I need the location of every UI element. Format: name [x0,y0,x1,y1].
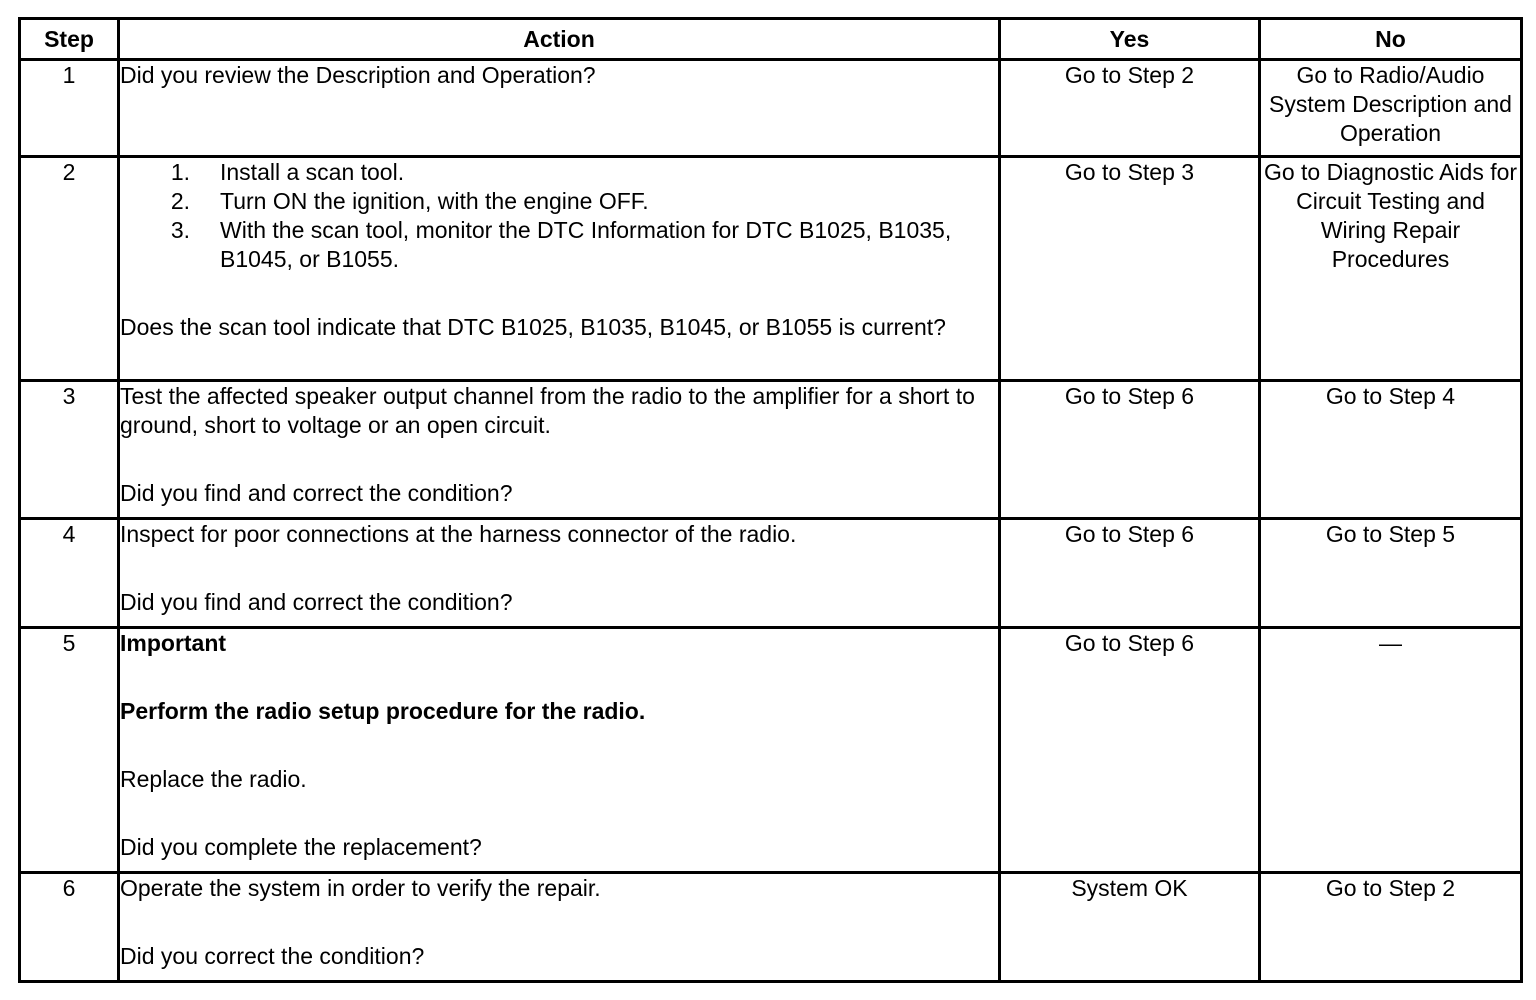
table-row [20,381,1522,519]
substep-number: 1. [170,159,190,185]
action-text: Replace the radio. [120,766,307,792]
list-item [120,216,998,274]
substep-number: 2. [170,188,190,214]
step-number: 4 [20,519,119,628]
no-cell: Go to Step 4 [1260,381,1522,519]
table-row [20,519,1522,628]
table-row [20,157,1522,381]
step-number: 3 [20,381,119,519]
yes-cell: Go to Step 2 [1000,60,1260,157]
list-item [120,158,998,187]
action-cell [119,60,1000,157]
question-text: Did you find and correct the condition? [120,589,513,615]
substep-text: With the scan tool, monitor the DTC Information for DTC B1025, B1035, B1045, or B1055. [220,217,952,272]
step-number: 1 [20,60,119,157]
substep-text: Turn ON the ignition, with the engine OFF. [220,188,649,214]
yes-cell: Go to Step 6 [1000,628,1260,873]
yes-cell: Go to Step 6 [1000,519,1260,628]
question-text: Did you complete the replacement? [120,834,482,860]
header-no: No [1260,19,1522,60]
action-text: Inspect for poor connections at the harness connector of the radio. [120,521,797,547]
question-text: Does the scan tool indicate that DTC B1025, B1035, B1045, or B1055 is current? [120,314,946,340]
no-cell: Go to Step 2 [1260,873,1522,982]
action-text: Did you review the Description and Operation? [120,62,596,88]
diagnostic-table [18,17,1523,983]
action-text: Operate the system in order to verify the repair. [120,875,601,901]
no-cell: Go to Diagnostic Aids for Circuit Testing and Wiring Repair Procedures [1260,157,1522,381]
table-header-row [20,19,1522,60]
header-yes: Yes [1000,19,1260,60]
important-label: Important [120,630,227,656]
yes-cell: System OK [1000,873,1260,982]
action-cell [119,628,1000,873]
important-text: Perform the radio setup procedure for the radio. [120,698,646,724]
action-text: Test the affected speaker output channel from the radio to the amplifier for a short to ground, short to voltage or an open circuit. [120,383,975,438]
header-step: Step [20,19,119,60]
step-number: 2 [20,157,119,381]
action-cell [119,519,1000,628]
table-row [20,60,1522,157]
substep-number: 3. [170,217,190,243]
header-action: Action [119,19,1000,60]
yes-cell: Go to Step 6 [1000,381,1260,519]
action-cell [119,381,1000,519]
list-item [120,187,998,216]
yes-cell: Go to Step 3 [1000,157,1260,381]
table-row [20,873,1522,982]
question-text: Did you correct the condition? [120,943,425,969]
action-cell [119,157,1000,381]
action-cell [119,873,1000,982]
no-cell: Go to Step 5 [1260,519,1522,628]
question-text: Did you find and correct the condition? [120,480,513,506]
step-number: 5 [20,628,119,873]
step-number: 6 [20,873,119,982]
substep-list [120,158,998,274]
table-row [20,628,1522,873]
substep-text: Install a scan tool. [220,159,405,185]
no-cell: — [1260,628,1522,873]
no-cell: Go to Radio/Audio System Description and Operation [1260,60,1522,157]
